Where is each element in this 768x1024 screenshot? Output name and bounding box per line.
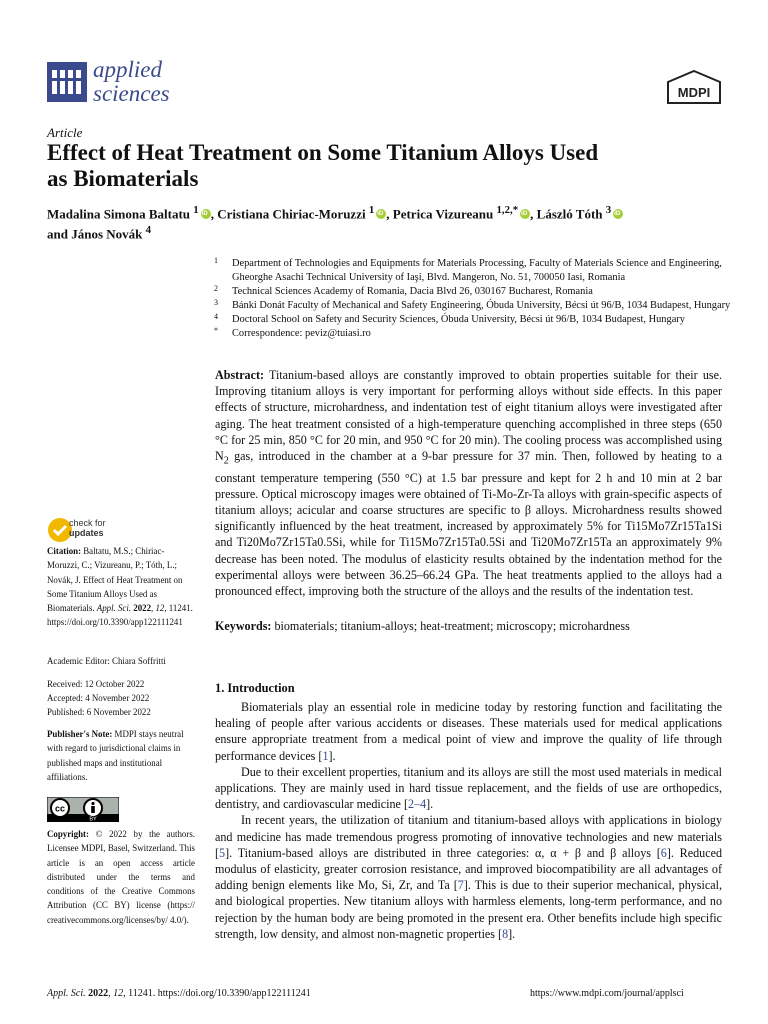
check-label-1: check for [69,518,106,528]
footer-doi[interactable]: , 11241. https://doi.org/10.3390/app122111241 [123,988,311,999]
affiliations [214,257,734,341]
footer-year: 2022 [88,988,109,999]
cc-label: BY [89,816,97,822]
citation-block: Citation: Baltatu, M.S.; Chiriac-Moruzzi, C.; Vizureanu, P.; Tóth, L.; Novák, J. Effect of Heat Treatment on Some Titanium Alloys Used as Biomaterials. Appl. Sci. 2022, 12, 11241. https://doi.org/10.3390/app122111241 [47,546,193,628]
paragraph-text: ]. [426,797,434,812]
affiliation-number: 1 [214,256,218,265]
publisher-note [47,727,195,784]
abstract-subscript: 2 [223,455,229,467]
affiliation-text: Bánki Donát Faculty of Mechanical and Safety Engineering, Óbuda University, Bécsi út 96/B, 1034 Budapest, Hungary [232,300,731,311]
keywords-label: Keywords: [215,619,272,633]
orcid-icon[interactable] [520,209,530,219]
affiliation-text: Doctoral School on Safety and Security Sciences, Óbuda University, Bécsi út 96/B, 1034 Budapest, Hungary [232,314,685,325]
copyright-text: © 2022 by the authors. Licensee MDPI, Basel, Switzerland. This article is an open access article distributed under the terms and conditions of the Creative Commons Attribution (CC BY) license (https:// creativecommons.org/licenses/by/ 4.0/). [47,829,195,925]
abstract-label: Abstract: [215,368,265,382]
author-affil-sup: 3 [605,204,612,216]
journal-name-line1: applied [93,57,162,82]
citation-link[interactable]: 2–4 [407,797,427,812]
affiliation-item [214,285,734,299]
author-list: Madalina Simona Baltatu $^1$iD , Cristiana Chiriac-Moruzzi $^1$iD , Petrica Vizureanu $^{1,2,*}$iD , László Tóth $^3$iD and János Novák $^4$ [47,202,717,243]
author-affil-sup: 1 [368,204,375,216]
journal-name[interactable] [93,58,170,106]
citation-label: Citation: [47,546,82,556]
paragraph [215,699,722,764]
footer-journal-url[interactable]: https://www.mdpi.com/journal/applsci [530,988,684,999]
affiliation-item [214,313,734,327]
footer-citation: Appl. Sci. 2022, 12, 11241. https://doi.org/10.3390/app122111241 [47,988,311,999]
citation-link[interactable]: 7 [457,878,464,893]
section-heading: 1. Introduction [215,681,295,695]
citation-year: 2022 [133,603,152,614]
citation-doi[interactable]: , 11241. https://doi.org/10.3390/app122111241 [47,603,193,628]
paragraph-text: In recent years, the utilization of titanium and titanium-based alloys with applications in biology and medicine has made tremendous progress promoting of innovative technologies and new materials [ [215,813,722,860]
author-affil-sup: 4 [145,224,152,237]
affiliation-text: Department of Technologies and Equipments for Materials Processing, Faculty of Materials Science and Engineering, Gheorghe Asachi Technical University of Iaşi, Blvd. Mangeron, No. 51, 700050 Iasi, Romania [232,258,722,283]
paragraph-text: ]. This is due to their superior mechanical, physical, and biological properties. New titanium alloys with harmless elements, long-term performance, and no rejection by the human body are being promoted in the present era. Other benefits include high specific strength, low density, and almost non-magnetic properties [ [215,878,722,941]
title-line-2: as Biomaterials [47,166,199,191]
correspondence-text[interactable]: Correspondence: peviz@tuiasi.ro [232,328,371,339]
affiliation-item [214,257,734,285]
author-name[interactable]: Petrica Vizureanu [392,206,494,222]
citation-link[interactable]: 6 [660,845,667,860]
publisher-logo-text: MDPI [677,85,711,100]
date-accepted: Accepted: 4 November 2022 [47,693,150,703]
abstract-text: gas, introduced in the chamber at a 9-bar pressure for 37 min. Then, followed by heating to a constant temperature tempering (550 °C) at 1.5 bar pressure and kept for 2 h and 10 min at 2 bar pressure. Optical microscopy images were obtained of Ti-Mo-Zr-Ta alloys with grain-specific aspects of titanium alloys; acicular and coarse structures are specific to β alloys. Microhardness results showed significantly influenced by the heat treatment, increased by approximately 5% for Ti15Mo7Zr15Ta1Si and Ti20Mo7Zr15Ta0.5Si, while for Ti15Mo7Zr15Ta0.5Si and Ti20Mo7Zr15Ta an approximately 9% decrease has been noted. The modulus of elasticity results obtained by the indentation method for the experimental alloys were between 36.25–66.24 GPa. The heat treatments applied to the alloys had a pronounced effect, improving both the structure of the alloys and the results of the indentation test. [215,449,722,599]
orcid-icon[interactable] [376,209,386,219]
abstract-text: Titanium-based alloys are constantly improved to obtain properties suitable for their use. Improving titanium alloys is very important for performing alloys without side effects. In this paper effects of structure, microhardness, and indentation test of eight titanium alloys were investigated after aging. The heat treatment consisted of a high-temperature quenching accomplished in three steps (650 °C for 25 min, 850 °C for 20 min, and 950 °C for 20 min). The cooling process was accomplished using N [215,368,722,464]
paragraph-text: ]. [508,926,516,941]
svg-text:cc: cc [54,803,66,814]
paragraph-text: ]. [328,748,336,763]
journal-logo-icon [47,62,87,102]
author-name[interactable]: János Novák [71,226,143,242]
publisher-note-text: MDPI stays neutral with regard to jurisdictional claims in published maps and institutional affiliations. [47,729,184,782]
check-label-2: updates [69,528,104,538]
footer-volume: 12 [113,988,124,999]
citation-volume: 12 [155,603,165,614]
date-received: Received: 12 October 2022 [47,679,145,689]
author-and: and [47,226,68,242]
article-title [47,140,707,192]
article-type: Article [47,125,83,140]
affiliation-item [214,299,734,313]
citation-link[interactable]: 1 [322,748,329,763]
affiliation-number: 4 [214,312,218,321]
paragraph-text: Biomaterials play an essential role in medicine today by restoring function and facilitating the healing of people after various accidents or diseases. These materials used for medical applications ensure appropriate treatment from a medical point of view and improve the quality of life through performance devices [ [215,700,722,763]
affiliation-number: 2 [214,284,218,293]
introduction-body [215,699,722,942]
affiliation-number: 3 [214,298,218,307]
abstract [215,367,722,599]
keywords-text: biomaterials; titanium-alloys; heat-treatment; microscopy; microhardness [274,619,630,633]
citation-link[interactable]: 8 [502,926,509,941]
paragraph-text: ]. Reduced modulus of elasticity, greater corrosion resistance, and improved biocompatibility are all advantages of adding benign elements like Mo, Si, Zr, and Ta [ [215,845,722,893]
paragraph-text: Due to their excellent properties, titanium and its alloys are still the most used materials in medical applications. They are mainly used in hard tissue replacement, and the fields of use are orthopedics, dentistry, and cardiovascular medicine [ [215,764,722,812]
date-published: Published: 6 November 2022 [47,707,151,717]
citation-text: Baltatu, M.S.; Chiriac-Moruzzi, C.; Vizureanu, P.; Tóth, L.; Novák, J. Effect of Heat Treatment on Some Titanium Alloys Used as Biomaterials. [47,546,183,614]
author-affil-sup: 1,2,* [496,204,519,216]
journal-name-line2: sciences [93,81,170,106]
cc-by-license-icon[interactable] [47,797,119,822]
author-affil-sup: 1 [193,204,199,216]
affiliation-text: Technical Sciences Academy of Romania, Dacia Blvd 26, 030167 Bucharest, Romania [232,286,593,297]
mdpi-logo-icon[interactable] [666,70,722,104]
paragraph [215,764,722,813]
paragraph [215,812,722,942]
orcid-icon[interactable] [613,209,623,219]
paragraph-text: ]. Titanium-based alloys are distributed in three categories: α, α + β and β alloys [ [225,845,661,860]
affiliation-number: * [214,326,218,335]
copyright-label: Copyright: [47,829,89,839]
affiliation-item [214,327,734,341]
author-name[interactable]: Cristiana Chiriac-Moruzzi [217,206,366,222]
footer-journal: Appl. Sci. [47,988,86,999]
author-name[interactable]: Madalina Simona Baltatu [47,206,191,222]
check-for-updates-button[interactable] [47,515,147,545]
publisher-note-label: Publisher's Note: [47,729,113,739]
academic-editor: Academic Editor: Chiara Soffritti [47,656,166,666]
copyright-block [47,827,195,927]
citation-link[interactable]: 5 [219,845,226,860]
citation-journal: Appl. Sci. [96,603,132,614]
keywords [215,618,722,634]
title-line-1: Effect of Heat Treatment on Some Titanium Alloys Used [47,140,599,165]
orcid-icon[interactable] [201,209,211,219]
author-name[interactable]: László Tóth [536,206,603,222]
